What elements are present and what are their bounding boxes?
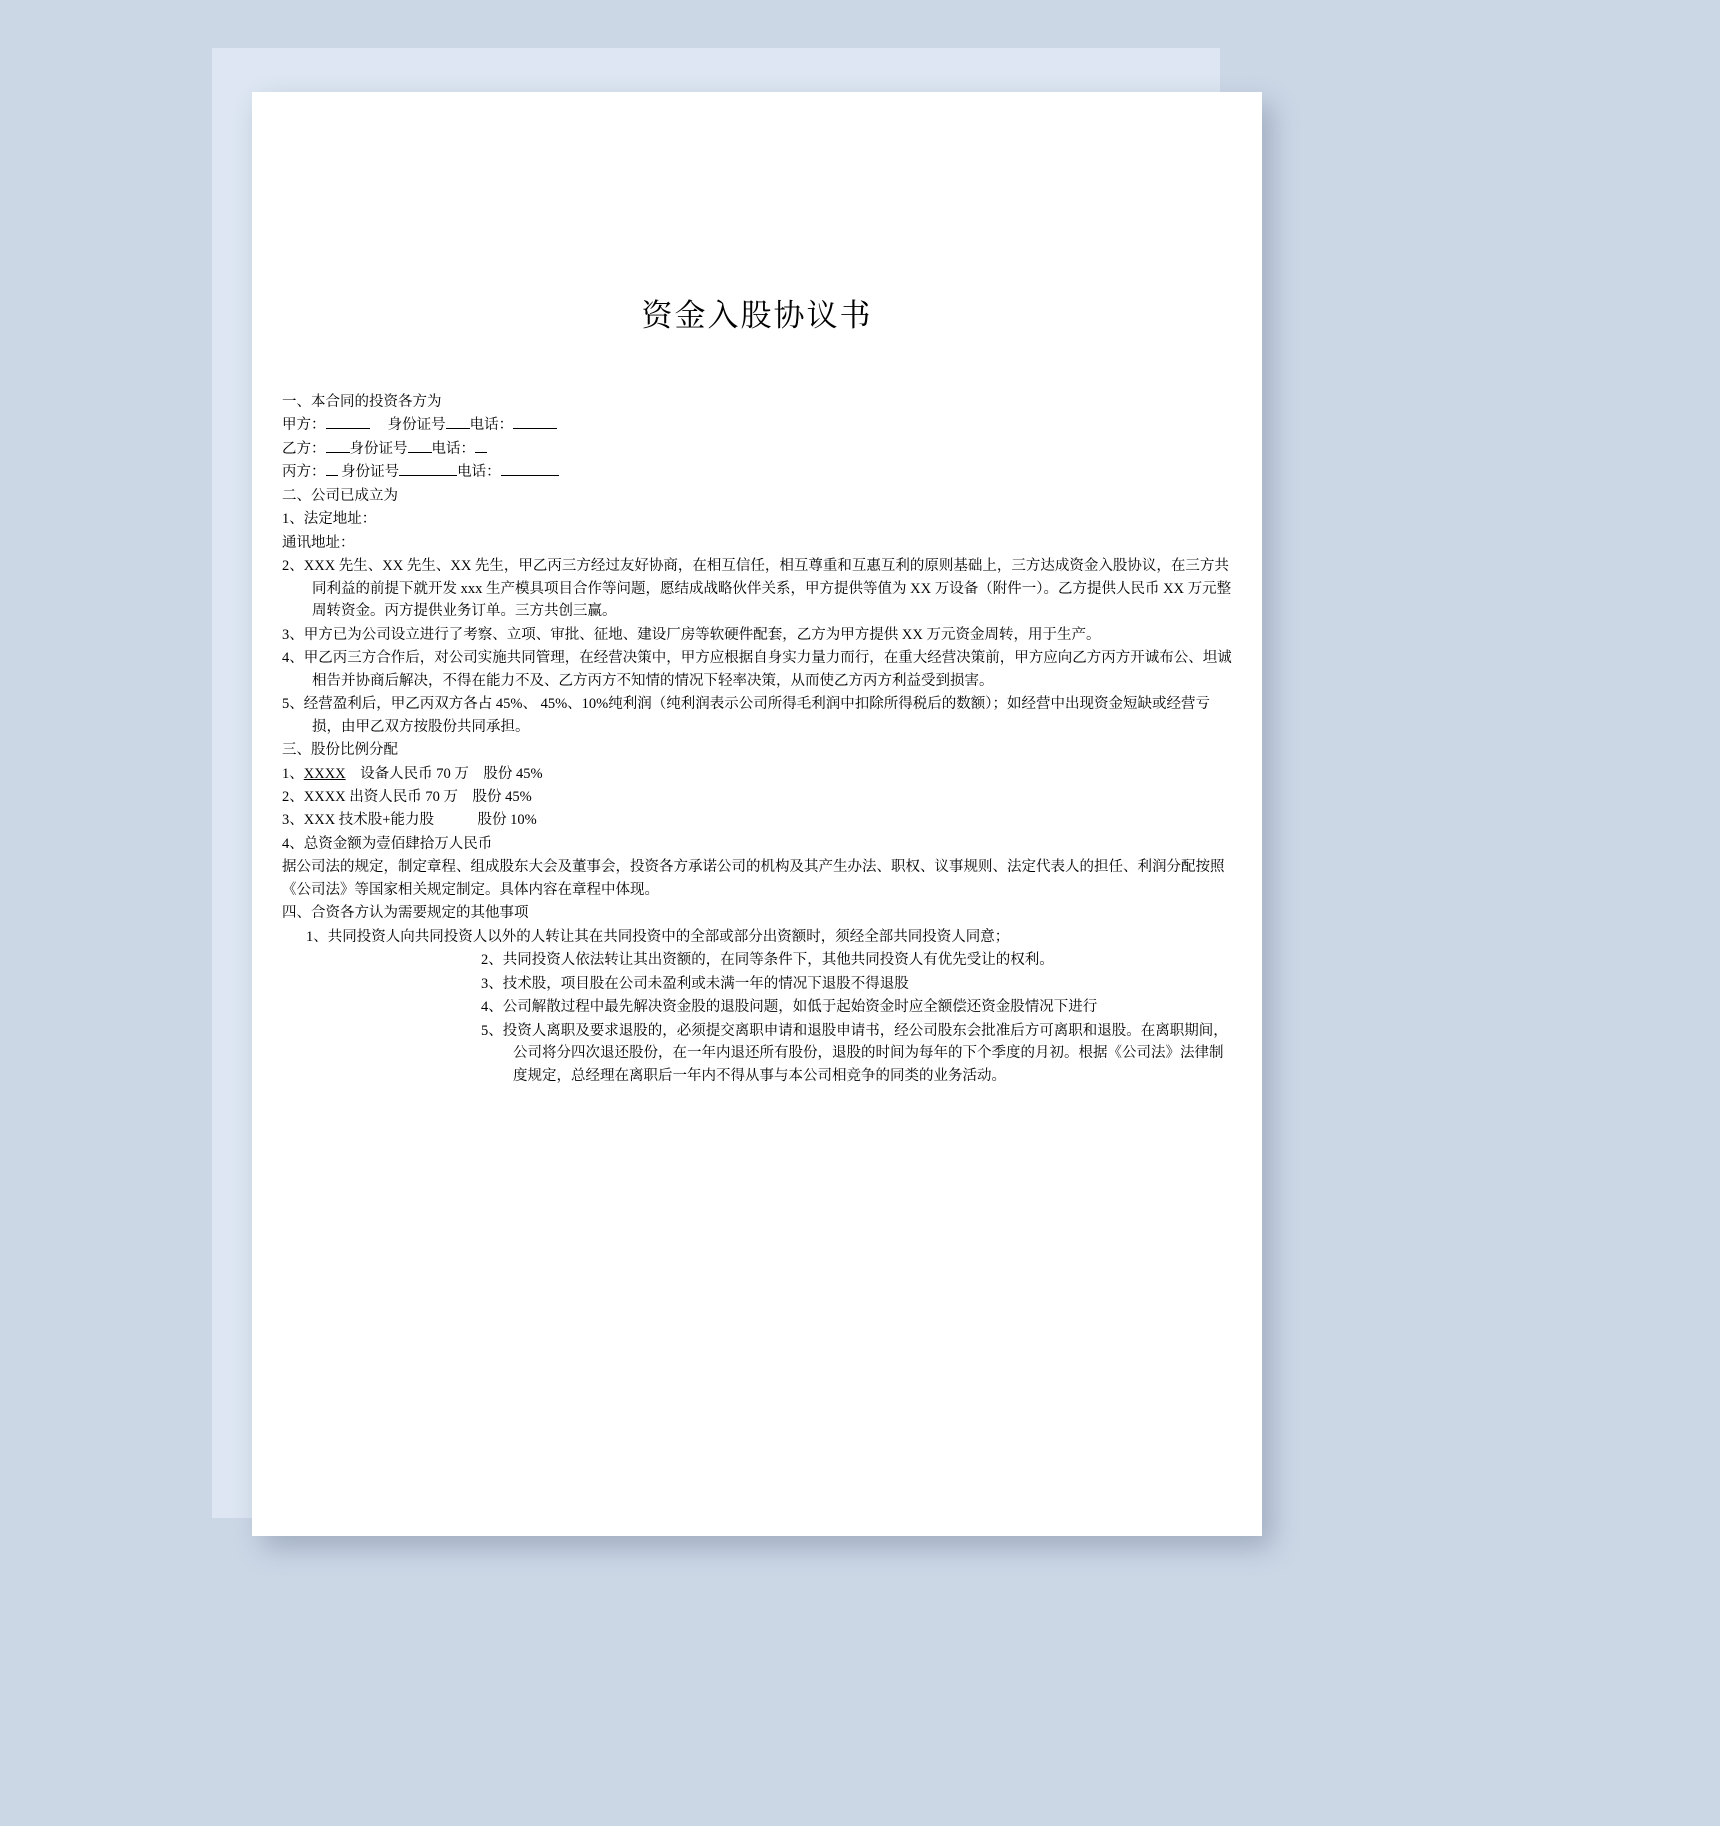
clause-3-3: 3、XXX 技术股+能力股 股份 10%: [282, 812, 537, 829]
party-yi-id-label: 身份证号: [349, 440, 408, 457]
clause-2-3: 3、甲方已为公司设立进行了考察、立项、审批、征地、建设厂房等软硬件配套，乙方为甲方提供 XX 万元资金周转，用于生产。: [282, 626, 1101, 643]
party-jia-phone-label: 电话：: [469, 417, 514, 434]
section-heading-4: 四、合资各方认为需要规定的其他事项: [282, 905, 529, 922]
party-line-bing: [282, 461, 1234, 483]
clause-3-2: 2、XXXX 出资人民币 70 万 股份 45%: [282, 788, 532, 805]
party-yi-name-blank: [326, 452, 350, 453]
clause-2-5: 5、经营盈利后，甲乙丙双方各占 45%、 45%、10%纯利润（纯利润表示公司所得毛利润中扣除所得税后的数额）；如经营中出现资金短缺或经营亏损，由甲乙双方按股份共同承担。: [282, 696, 1210, 735]
section-heading-2: 二、公司已成立为: [282, 487, 398, 504]
party-yi-phone-blank: [475, 452, 487, 453]
party-bing-phone-label: 电话：: [457, 464, 501, 481]
clause-3-4: 4、总资金额为壹佰肆拾万人民币: [282, 835, 493, 852]
page-title: 资金入股协议书: [641, 298, 873, 333]
clause-2-2: 2、XXX 先生、XX 先生、XX 先生，甲乙丙三方经过友好协商，在相互信任，相互尊重和互惠互利的原则基础上，三方达成资金入股协议，在三方共同利益的前提下就开发 xxx 生产模具项目合作等问题，愿结成战略伙伴关系，甲方提供等值为 XX 万设备（附件一）。乙方提供人民币 XX 万元整周转资金。丙方提供业务订单。三方共创三赢。: [282, 558, 1232, 620]
party-bing-name-blank: [326, 475, 338, 476]
clause-2-1: 1、法定地址：: [282, 511, 377, 528]
party-jia-id-label: 身份证号: [387, 417, 446, 434]
party-bing-label: 丙方：: [282, 464, 326, 481]
clause-2-4: 4、甲乙丙三方合作后，对公司实施共同管理，在经营决策中，甲方应根据自身实力量力而行，在重大经营决策前，甲方应向乙方丙方开诚布公、坦诚相告并协商后解决，不得在能力不及、乙方丙方不知情的情况下轻率决策，从而使乙方丙方利益受到损害。: [282, 650, 1232, 689]
party-bing-id-label: 身份证号: [341, 464, 400, 481]
party-line-jia: [282, 414, 1234, 436]
clause-4-1: 1、共同投资人向共同投资人以外的人转让其在共同投资中的全部或部分出资额时，须经全部共同投资人同意；: [306, 928, 1010, 945]
section-heading-1: 一、本合同的投资各方为: [282, 394, 442, 410]
section-heading-3: 三、股份比例分配: [282, 742, 398, 759]
company-law-note: 据公司法的规定，制定章程、组成股东大会及董事会，投资各方承诺公司的机构及其产生办法、职权、议事规则、法定代表人的担任、利润分配按照《公司法》等国家相关规定制定。具体内容在章程中体现。: [282, 859, 1225, 898]
party-bing-id-blank: [399, 475, 457, 476]
clause-4-4: 4、公司解散过程中最先解决资金股的退股问题，如低于起始资金时应全额偿还资金股情况下进行: [481, 999, 1098, 1016]
party-bing-phone-blank: [501, 475, 559, 476]
party-jia-name-blank: [326, 428, 370, 429]
party-yi-id-blank: [408, 452, 432, 453]
party-yi-label: 乙方：: [282, 440, 326, 457]
document-page: [252, 92, 1262, 1536]
clause-3-1: [282, 763, 1234, 785]
clause-3-1-text: 1、XXXX 设备人民币 70 万 股份 45%: [282, 765, 543, 782]
party-yi-phone-label: 电话：: [431, 440, 475, 457]
clause-4-3: 3、技术股，项目股在公司未盈利或未满一年的情况下退股不得退股: [481, 975, 909, 992]
clause-2-1-sub: 通讯地址：: [282, 534, 355, 551]
clause-4-2: 2、共同投资人依法转让其出资额的，在同等条件下，其他共同投资人有优先受让的权利。: [481, 952, 1054, 969]
party-line-yi: [282, 438, 1234, 460]
party-jia-id-blank: [446, 428, 470, 429]
document-body: [252, 391, 1262, 1087]
party-jia-label: 甲方：: [282, 417, 326, 434]
clause-4-5: 5、投资人离职及要求退股的，必须提交离职申请和退股申请书，经公司股东会批准后方可离职和退股。在离职期间，公司将分四次退还股份，在一年内退还所有股份，退股的时间为每年的下个季度的月初。根据《公司法》法律制度规定，总经理在离职后一年内不得从事与本公司相竞争的同类的业务活动。: [481, 1022, 1228, 1084]
party-jia-phone-blank: [513, 428, 557, 429]
